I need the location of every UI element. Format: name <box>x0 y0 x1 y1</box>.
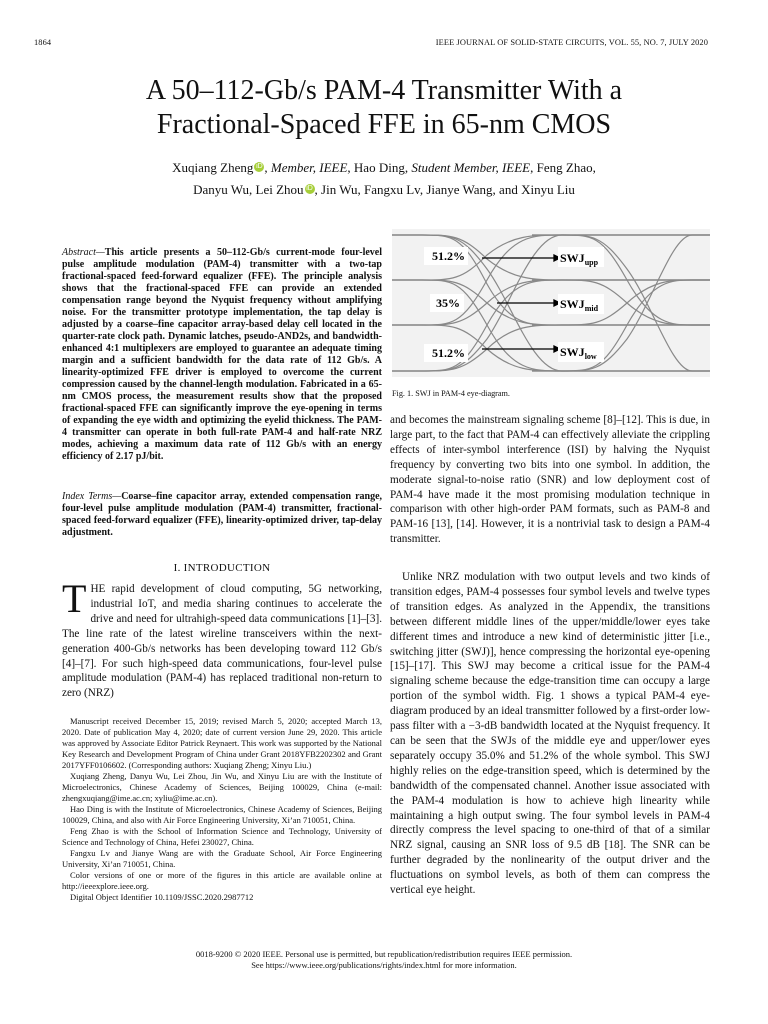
section-heading: I. INTRODUCTION <box>173 562 271 574</box>
author-names-rest: , Jin Wu, Fangxu Lv, Jianye Wang, and Xinyu Liu <box>314 182 575 197</box>
figure-caption: Fig. 1. SWJ in PAM-4 eye-diagram. <box>392 389 510 398</box>
footnote: Manuscript received December 15, 2019; revised March 5, 2020; accepted March 13, 2020. Date of publication May 4, 2020; date of current version June 29, 2020. This article was approved by Associate Editor Patrick Reynaert. This work was supported by the National Key Research and Development Program of China under Grant 2018YFB2202302 and Grant 2017YFF0106602. (Corresponding authors: Xuqiang Zheng; Xinyu Liu.) <box>62 716 382 770</box>
swj-sub-upp: upp <box>584 258 599 267</box>
author-name: Feng Zhao, <box>536 160 596 175</box>
author-role: Student Member, IEEE <box>411 160 531 175</box>
journal-header: IEEE JOURNAL OF SOLID-STATE CIRCUITS, VOL. 55, NO. 7, JULY 2020 <box>435 38 708 47</box>
author-name: Hao Ding <box>353 160 405 175</box>
copyright-line-1: 0018-9200 © 2020 IEEE. Personal use is permitted, but republication/redistribution requires IEEE permission. <box>195 949 573 959</box>
author-role: Member, IEEE <box>270 160 348 175</box>
paper-title <box>34 74 734 142</box>
abstract <box>62 247 382 463</box>
footnote: Xuqiang Zheng, Danyu Wu, Lei Zhou, Jin Wu, and Xinyu Liu are with the Institute of Microelectronics, Chinese Academy of Sciences, Beijing 100029, China (e-mail: zhengxuqiang@ime.ac.cn; xyliu@ime.ac.cn). <box>62 771 382 803</box>
intro-paragraph <box>62 576 382 701</box>
body-paragraph: and becomes the mainstream signaling scheme [8]–[12]. This is due, in large part, to the fact that PAM-4 can effectively alleviate the crippling effects of inter-symbol interference (ISI) by halving the Nyquist frequency by converting two bits into one symbol. In addition, the moderate signal-to-noise ratio (SNR) and low deployment cost of PAM-4 have made it the most promising modulation technique in comparison with other high-order PAM formats, such as PAM-8 and PAM-16 [13], [14]. However, it is a nontrivial task to design a PAM-4 transmitter. <box>390 414 710 546</box>
index-terms <box>62 491 382 539</box>
footnote: Feng Zhao is with the School of Information Science and Technology, University of Science and Technology of China, Hefei 230027, China. <box>62 826 382 847</box>
page-number: 1864 <box>34 38 52 47</box>
swj-sub-low: low <box>584 352 597 361</box>
swj-mid-percent: 35% <box>436 296 460 310</box>
swj-low-percent: 51.2% <box>432 346 465 360</box>
swj-sub-mid: mid <box>584 304 599 313</box>
orcid-icon[interactable]: iD <box>256 163 263 170</box>
footnote: Digital Object Identifier 10.1109/JSSC.2020.2987712 <box>70 892 254 902</box>
swj-base: SWJ <box>560 345 585 359</box>
drop-cap: T <box>62 576 87 621</box>
index-terms-text: Coarse–fine capacitor array, extended compensation range, four-level pulse amplitude modulation (PAM-4) transmitter, fractional-spaced feed-forward equalizer (FFE), linearity-optimized driver, tap-delay adjustment. <box>62 491 383 538</box>
swj-base: SWJ <box>560 251 585 265</box>
footnote: Hao Ding is with the Institute of Microelectronics, Chinese Academy of Sciences, Beijing 100029, China, and also with Air Force Engineering University, Xi’an 710051, China. <box>62 804 382 825</box>
copyright-notice <box>0 949 768 971</box>
footnote: Fangxu Lv and Jianye Wang are with the Graduate School, Air Force Engineering University, Xi’an 710051, China. <box>62 848 382 869</box>
swj-upp-percent: 51.2% <box>432 249 465 263</box>
title-line-2: Fractional-Spaced FFE in 65-nm CMOS <box>156 109 612 140</box>
abstract-text: This article presents a 50–112-Gb/s current-mode four-level pulse amplitude modulation (PAM-4) transmitter with a two-tap fractional-spaced feed-forward equalizer (FFE). The principle analysis shows that the fractional-spaced FFE can provide an extended compensation range beyond the Nyquist frequency without amplifying noise. For the transmitter prototype implementation, the tap delay is adjusted by a coarse–fine capacitor array-based delay cell located in the quarter-rate clock path. Dynamic latches, pseudo-AND2s, and bandwidth-enhanced 4:1 multiplexers are employed to guarantee an adequate timing margin and a sufficient bandwidth for the data rate of 112 Gb/s. A linearity-optimized FFE driver is employed to overcome the current compression caused by the channel-length modulation. Fabricated in a 65-nm CMOS process, the measurement results show that the proposed fractional-spaced FFE can significantly improve the eye-opening in terms of expanding the eye width and optimizing the eyelid thickness. The PAM-4 transmitter can operate in both full-rate PAM-4 and half-rate NRZ modes, achieving a maximum data rate of 112 Gb/s with an energy efficiency of 2.17 pJ/bit. <box>62 247 382 462</box>
orcid-icon[interactable]: iD <box>306 185 313 192</box>
author-line-1: Xuqiang Zheng iD , Member, IEEE, Hao Ding, Student Member, IEEE, Feng Zhao, <box>172 160 596 175</box>
swj-base: SWJ <box>560 297 585 311</box>
copyright-line-2: See https://www.ieee.org/publications/rights/index.html for more information. <box>251 960 517 970</box>
intro-text: HE rapid development of cloud computing, 5G networking, industrial IoT, and media sharing continues to accelerate the drive and need for ultrahigh-speed data communications [1]–[3]. The line rate of the latest wireline transceivers within the next-generation 400-Gb/s networks has been developing toward 112 Gb/s [4]–[7]. For such high-speed data communications, four-level pulse amplitude modulation (PAM-4) has replaced traditional non-return to zero (NRZ) <box>62 583 382 700</box>
author-name: Lei Zhou <box>255 182 304 197</box>
footnote: Color versions of one or more of the figures in this article are available online at http://ieeexplore.ieee.org. <box>62 870 382 891</box>
author-name: Xuqiang Zheng <box>172 160 254 175</box>
author-name: Danyu Wu <box>193 182 250 197</box>
title-line-1: A 50–112-Gb/s PAM-4 Transmitter With a <box>145 75 623 106</box>
eye-diagram-figure <box>392 229 710 377</box>
author-line-2: Danyu Wu, Lei Zhou iD , Jin Wu, Fangxu Lv, Jianye Wang, and Xinyu Liu <box>193 182 575 197</box>
author-list <box>34 157 734 201</box>
footnotes <box>62 716 382 903</box>
index-terms-label: Index Terms— <box>62 491 122 502</box>
abstract-label: Abstract— <box>62 247 105 258</box>
body-paragraph: Unlike NRZ modulation with two output levels and two kinds of transition edges, PAM-4 possesses four symbol levels and twelve types of transition edges. As analyzed in the Appendix, the transitions between different middle lines of the upper/middle/lower eyes take different times and introduce a new kind of deterministic jitter [i.e., switching jitter (SWJ)], hence compressing the horizontal eye-opening [15]–[17]. This SWJ may become a critical issue for the PAM-4 signaling scheme because the edge-transition time can occupy a large portion of the symbol width. Fig. 1 shows a typical PAM-4 eye-diagram produced by an ideal transmitter followed by a first-order low-pass filter with a −3-dB bandwidth located at the Nyquist frequency. It can be seen that the SWJs of the middle eye and upper/lower eyes separately occupy 35.0% and 51.2% of the whole symbol. This SWJ highly relies on the edge-transition speed, which is determined by the bandwidth of the compensated channel. Another issue associated with the PAM-4 modulation is how to achieve high linearity while maintaining a high output swing. The four symbol levels in PAM-4 directly compress the level spacing to one-third of that of a similar NRZ signal, causing an SNR loss of 9.5 dB [18]. The SNR can be further degraded by the nonlinearity of the output driver and the fluctuations on symbol levels, as both of them can compress the vertical eye height. <box>390 571 710 897</box>
